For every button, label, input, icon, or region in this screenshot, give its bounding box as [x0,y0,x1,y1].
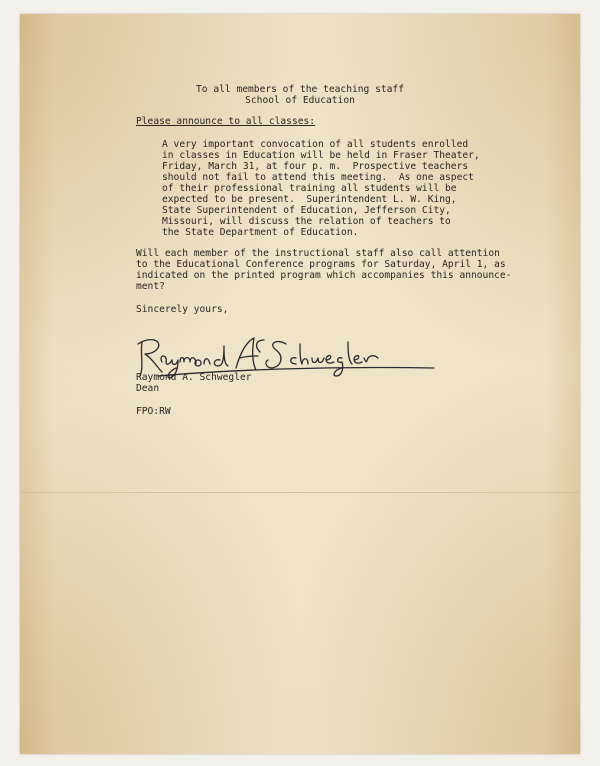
fold-line [20,492,580,493]
signer-name: Raymond A. Schwegler [136,372,252,383]
paragraph-1-line: should not fail to attend this meeting. As one aspect [162,172,474,183]
paragraph-1-line: expected to be present. Superintendent L. W. King, [162,194,457,205]
paragraph-1-line: Friday, March 31, at four p. m. Prospective teachers [162,161,469,172]
paragraph-1-line: State Superintendent of Education, Jefferson City, [162,205,451,216]
paragraph-2-line: Will each member of the instructional staff also call attention [136,248,500,259]
paragraph-1-line: Missouri, will discuss the relation of teachers to [162,216,451,227]
paragraph-2-line: to the Educational Conference programs for Saturday, April 1, as [136,259,506,270]
header-line-1: To all members of the teaching staff [196,84,404,95]
paragraph-1-line: of their professional training all students will be [162,183,457,194]
signer-title: Dean [136,383,160,394]
paragraph-1-line: A very important convocation of all students enrolled [162,139,469,150]
announce-heading: Please announce to all classes: [136,116,316,127]
reference-initials: FPO:RW [136,406,171,417]
header-line-2: School of Education [245,95,355,106]
paragraph-2-line: indicated on the printed program which accompanies this announce- [136,270,512,281]
letter-sheet [20,14,580,754]
paragraph-2-line: ment? [136,281,165,292]
paragraph-1-line: the State Department of Education. [162,227,359,238]
paragraph-1-line: in classes in Education will be held in Fraser Theater, [162,150,480,161]
closing: Sincerely yours, [136,304,229,315]
